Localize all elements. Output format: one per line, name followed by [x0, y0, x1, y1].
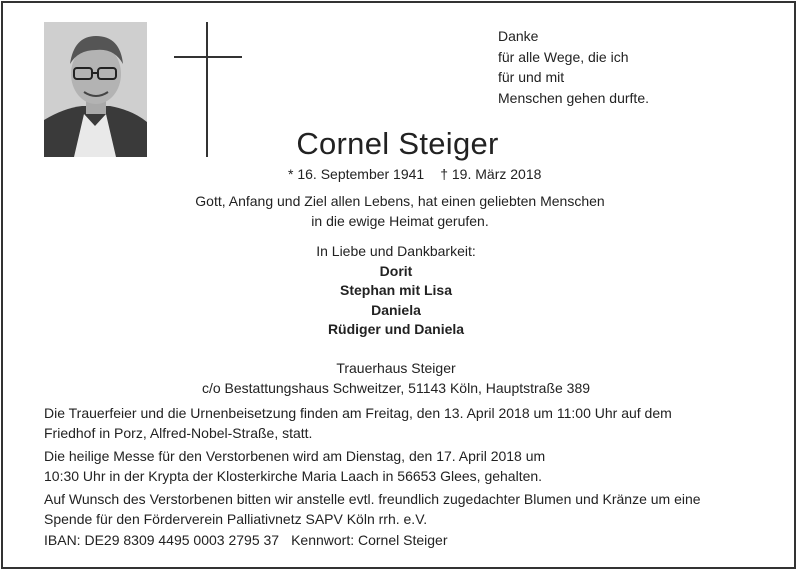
mourners-block — [0, 242, 800, 340]
poem-line: für alle Wege, die ich — [498, 48, 629, 65]
ceremony-line: Die Trauerfeier und die Urnenbeisetzung finden am Freitag, den 13. April 2018 um 11:00 Uhr auf dem — [44, 405, 672, 421]
thanks-poem — [498, 26, 649, 108]
mourner-name: Stephan mit Lisa — [339, 282, 453, 298]
donation-line: Spende für den Förderverein Palliativnetz SAPV Köln rrh. e.V. — [44, 511, 428, 527]
donation-line: Auf Wunsch des Verstorbenen bitten wir anstelle evtl. freundlich zugedachter Blumen und Kränze um eine — [44, 491, 701, 507]
kennwort: Kennwort: Cornel Steiger — [291, 532, 448, 548]
mourner-name: Rüdiger und Daniela — [327, 321, 465, 337]
mourning-address: c/o Bestattungshaus Schweitzer, 51143 Köln, Hauptstraße 389 — [201, 379, 591, 396]
mourner-name: Dorit — [379, 262, 413, 279]
bank-details — [44, 530, 784, 550]
verse-line: in die ewige Heimat gerufen. — [311, 212, 489, 229]
donation-paragraph — [44, 489, 784, 529]
ceremony-line: Friedhof in Porz, Alfred-Nobel-Straße, statt. — [44, 425, 313, 441]
life-dates — [288, 166, 541, 182]
iban: IBAN: DE29 8309 4495 0003 2795 37 — [44, 532, 280, 548]
birth-date: * 16. September 1941 — [288, 166, 425, 182]
ceremony-paragraph — [44, 403, 784, 443]
mourner-name: Daniela — [371, 301, 421, 318]
mass-line: Die heilige Messe für den Verstorbenen wird am Dienstag, den 17. April 2018 um — [44, 448, 546, 464]
verse-line: Gott, Anfang und Ziel allen Lebens, hat einen geliebten Menschen — [195, 193, 605, 209]
poem-line: für und mit — [498, 69, 565, 85]
mass-paragraph — [44, 446, 784, 486]
deceased-name: Cornel Steiger — [296, 126, 499, 161]
deceased-name-block — [0, 125, 800, 163]
mourners-intro: In Liebe und Dankbarkeit: — [316, 243, 476, 259]
poem-line: Danke — [498, 28, 539, 44]
mass-line: 10:30 Uhr in der Krypta der Klosterkirche Maria Laach in 56653 Glees, gehalten. — [44, 468, 543, 484]
mourning-house-block — [0, 359, 800, 398]
poem-line: Menschen gehen durfte. — [498, 89, 649, 106]
verse-block — [0, 192, 800, 231]
mourning-house: Trauerhaus Steiger — [336, 360, 456, 376]
death-date: † 19. März 2018 — [440, 166, 542, 182]
